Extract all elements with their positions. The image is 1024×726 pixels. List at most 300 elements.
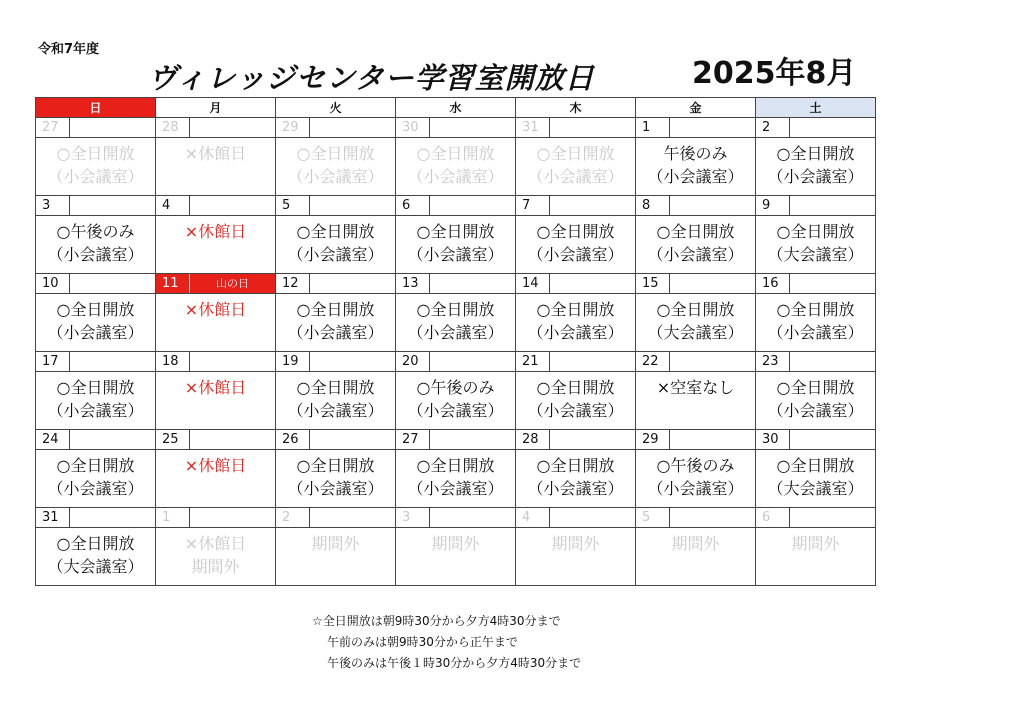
holiday-label — [430, 430, 515, 449]
day-status-cell — [36, 138, 156, 196]
day-number-wrap — [36, 196, 155, 215]
day-number-wrap — [516, 352, 635, 371]
day-room: 期間外 — [191, 557, 240, 576]
day-status-cell — [636, 216, 756, 274]
day-number: 1 — [156, 508, 190, 527]
day-number-wrap — [756, 196, 875, 215]
holiday-label — [550, 508, 635, 527]
day-number-cell — [756, 430, 876, 450]
holiday-label — [310, 118, 395, 137]
holiday-label — [430, 118, 515, 137]
day-status: ○全日開放 — [776, 222, 855, 241]
day-number-wrap — [756, 352, 875, 371]
day-status-cell — [516, 216, 636, 274]
day-status: ○全日開放 — [536, 300, 615, 319]
day-number-cell — [396, 352, 516, 372]
day-status-cell — [636, 372, 756, 430]
day-number-wrap — [156, 118, 275, 137]
day-room: （小会議室） — [527, 245, 624, 264]
day-status-cell — [396, 294, 516, 352]
day-status-cell — [756, 294, 876, 352]
holiday-label — [190, 508, 275, 527]
holiday-label — [670, 274, 755, 293]
day-status-cell — [396, 528, 516, 586]
day-status-cell — [756, 216, 876, 274]
day-status-cell — [516, 528, 636, 586]
day-status: ○全日開放 — [296, 456, 375, 475]
day-room: （小会議室） — [527, 479, 624, 498]
holiday-label — [670, 118, 755, 137]
day-status-cell — [36, 294, 156, 352]
week-status-row — [36, 372, 876, 430]
day-room: （小会議室） — [647, 479, 744, 498]
holiday-label — [550, 118, 635, 137]
holiday-label — [550, 352, 635, 371]
day-number: 29 — [276, 118, 310, 137]
day-status: ○全日開放 — [656, 222, 735, 241]
week-number-row — [36, 352, 876, 372]
week-number-row — [36, 430, 876, 450]
day-number-wrap — [276, 430, 395, 449]
day-status-cell — [516, 294, 636, 352]
day-status: ○全日開放 — [536, 144, 615, 163]
holiday-label — [310, 352, 395, 371]
day-number-cell — [36, 508, 156, 528]
holiday-label — [430, 352, 515, 371]
holiday-label — [430, 508, 515, 527]
day-number: 9 — [756, 196, 790, 215]
day-room: （大会議室） — [767, 479, 864, 498]
day-number-wrap — [756, 274, 875, 293]
day-number-cell — [636, 508, 756, 528]
day-number: 29 — [636, 430, 670, 449]
day-number-cell — [276, 352, 396, 372]
day-status: ○全日開放 — [56, 300, 135, 319]
weekday-mon: 月 — [156, 98, 276, 118]
day-number-wrap — [516, 430, 635, 449]
day-number-wrap — [516, 274, 635, 293]
day-status: ×休館日 — [184, 456, 247, 475]
day-status: ○全日開放 — [776, 144, 855, 163]
day-number-cell — [636, 274, 756, 294]
day-status: ×休館日 — [184, 222, 247, 241]
day-status: ○全日開放 — [296, 300, 375, 319]
day-number: 11 — [156, 274, 190, 293]
day-room: （小会議室） — [47, 245, 144, 264]
day-status: ○全日開放 — [536, 222, 615, 241]
day-status-cell — [396, 372, 516, 430]
day-number-cell — [516, 352, 636, 372]
day-number: 31 — [36, 508, 70, 527]
day-status: ○全日開放 — [416, 456, 495, 475]
day-room: （大会議室） — [647, 323, 744, 342]
day-number-wrap — [36, 508, 155, 527]
note-afternoon: 午後のみは午後１時30分から夕方4時30分まで — [327, 656, 582, 670]
day-number-wrap — [156, 508, 275, 527]
day-room: （小会議室） — [407, 323, 504, 342]
day-number-cell — [36, 274, 156, 294]
day-room: （小会議室） — [47, 479, 144, 498]
week-number-row — [36, 196, 876, 216]
day-number: 16 — [756, 274, 790, 293]
day-status: ×休館日 — [184, 378, 247, 397]
day-status: ○全日開放 — [416, 144, 495, 163]
day-room: （小会議室） — [287, 245, 384, 264]
day-number-cell — [516, 118, 636, 138]
day-status-cell — [276, 372, 396, 430]
day-number: 17 — [36, 352, 70, 371]
day-number-wrap — [756, 118, 875, 137]
day-number: 31 — [516, 118, 550, 137]
day-status-cell — [516, 372, 636, 430]
day-number-wrap — [276, 118, 395, 137]
day-status-cell — [396, 216, 516, 274]
day-number-wrap — [636, 430, 755, 449]
day-room: （小会議室） — [527, 167, 624, 186]
day-number-cell — [156, 274, 276, 294]
day-number: 21 — [516, 352, 550, 371]
day-number-wrap — [396, 430, 515, 449]
day-status-cell — [36, 450, 156, 508]
day-status-cell — [276, 138, 396, 196]
holiday-label — [550, 430, 635, 449]
weekday-tue: 火 — [276, 98, 396, 118]
holiday-label — [790, 274, 875, 293]
page-title: ヴィレッジセンター学習室開放日 — [148, 61, 595, 95]
day-room: 期間外 — [431, 534, 480, 553]
day-number: 14 — [516, 274, 550, 293]
day-status: ○全日開放 — [56, 378, 135, 397]
day-room: （小会議室） — [767, 167, 864, 186]
week-status-row — [36, 216, 876, 274]
day-number-cell — [636, 430, 756, 450]
day-number: 12 — [276, 274, 310, 293]
day-status-cell — [36, 372, 156, 430]
holiday-label — [190, 430, 275, 449]
day-number-wrap — [636, 352, 755, 371]
day-number-cell — [156, 352, 276, 372]
day-number: 28 — [516, 430, 550, 449]
holiday-label — [670, 352, 755, 371]
day-number-cell — [396, 196, 516, 216]
holiday-label — [670, 430, 755, 449]
holiday-label — [70, 508, 155, 527]
week-status-row — [36, 294, 876, 352]
day-status-cell — [756, 450, 876, 508]
week-status-row — [36, 528, 876, 586]
day-status: ○午後のみ — [56, 222, 135, 241]
day-number: 22 — [636, 352, 670, 371]
day-status-cell — [156, 450, 276, 508]
day-number-cell — [156, 118, 276, 138]
day-status: ○全日開放 — [416, 222, 495, 241]
day-status-cell — [756, 138, 876, 196]
day-number-cell — [756, 274, 876, 294]
day-number-wrap — [276, 352, 395, 371]
day-status-cell — [396, 138, 516, 196]
day-number-wrap — [156, 274, 275, 293]
day-number-cell — [756, 508, 876, 528]
day-status: ×休館日 — [184, 300, 247, 319]
day-number-cell — [636, 352, 756, 372]
day-number-wrap — [516, 118, 635, 137]
day-room: 期間外 — [791, 534, 840, 553]
day-room: （小会議室） — [527, 323, 624, 342]
day-number-wrap — [276, 508, 395, 527]
holiday-label — [550, 274, 635, 293]
holiday-label — [310, 196, 395, 215]
day-number-wrap — [276, 274, 395, 293]
day-number: 3 — [396, 508, 430, 527]
day-number-cell — [516, 196, 636, 216]
day-number: 13 — [396, 274, 430, 293]
day-room: 期間外 — [671, 534, 720, 553]
day-number-wrap — [756, 508, 875, 527]
day-number: 4 — [516, 508, 550, 527]
holiday-label — [790, 118, 875, 137]
day-status: ○全日開放 — [56, 534, 135, 553]
day-room: 期間外 — [311, 534, 360, 553]
day-status: ×休館日 — [184, 144, 247, 163]
day-status-cell — [756, 372, 876, 430]
day-number: 7 — [516, 196, 550, 215]
day-status: ○全日開放 — [776, 378, 855, 397]
day-number: 28 — [156, 118, 190, 137]
weekday-wed: 水 — [396, 98, 516, 118]
day-number-cell — [276, 508, 396, 528]
week-number-row — [36, 508, 876, 528]
day-number-wrap — [396, 352, 515, 371]
day-number-cell — [396, 118, 516, 138]
day-room: （小会議室） — [47, 323, 144, 342]
day-status-cell — [756, 528, 876, 586]
holiday-label — [70, 430, 155, 449]
day-number-cell — [636, 118, 756, 138]
weekday-sat: 土 — [756, 98, 876, 118]
day-number: 6 — [396, 196, 430, 215]
day-number-cell — [756, 352, 876, 372]
day-status-cell — [516, 450, 636, 508]
day-number-cell — [756, 196, 876, 216]
day-room: （小会議室） — [47, 401, 144, 420]
day-status: ○全日開放 — [296, 378, 375, 397]
day-number-wrap — [36, 352, 155, 371]
day-number-cell — [396, 508, 516, 528]
day-status-cell — [276, 216, 396, 274]
day-number: 5 — [276, 196, 310, 215]
weekday-sun: 日 — [36, 98, 156, 118]
day-room: （小会議室） — [47, 167, 144, 186]
holiday-label — [790, 508, 875, 527]
day-number-wrap — [396, 196, 515, 215]
calendar-table — [35, 97, 876, 586]
day-number: 15 — [636, 274, 670, 293]
holiday-label — [70, 196, 155, 215]
day-status: ○全日開放 — [536, 378, 615, 397]
day-number-wrap — [36, 430, 155, 449]
month-label: 2025年8月 — [692, 56, 857, 91]
day-room: （小会議室） — [407, 167, 504, 186]
week-number-row — [36, 118, 876, 138]
day-status-cell — [636, 528, 756, 586]
day-room: 期間外 — [551, 534, 600, 553]
day-number: 30 — [396, 118, 430, 137]
holiday-label — [670, 508, 755, 527]
day-status-cell — [156, 528, 276, 586]
day-number-cell — [156, 508, 276, 528]
day-room: （小会議室） — [647, 167, 744, 186]
day-room: （大会議室） — [47, 557, 144, 576]
day-number-wrap — [396, 274, 515, 293]
week-number-row — [36, 274, 876, 294]
day-room: （小会議室） — [527, 401, 624, 420]
day-number-cell — [516, 430, 636, 450]
weekday-header-row — [36, 98, 876, 118]
day-number: 1 — [636, 118, 670, 137]
holiday-label — [790, 352, 875, 371]
day-number-cell — [516, 508, 636, 528]
day-number: 19 — [276, 352, 310, 371]
day-status: ○全日開放 — [416, 300, 495, 319]
day-number-cell — [396, 430, 516, 450]
holiday-label — [310, 508, 395, 527]
holiday-label: 山の日 — [216, 277, 249, 290]
day-number-cell — [276, 196, 396, 216]
day-room: （小会議室） — [287, 323, 384, 342]
day-number-wrap — [396, 508, 515, 527]
day-number-wrap — [156, 352, 275, 371]
day-number: 2 — [756, 118, 790, 137]
day-number: 3 — [36, 196, 70, 215]
day-number: 18 — [156, 352, 190, 371]
holiday-label — [790, 196, 875, 215]
day-number-cell — [756, 118, 876, 138]
day-room: （小会議室） — [767, 323, 864, 342]
week-status-row — [36, 450, 876, 508]
day-status-cell — [156, 138, 276, 196]
day-status-cell — [276, 294, 396, 352]
holiday-label — [310, 430, 395, 449]
day-status-cell — [636, 294, 756, 352]
day-number-wrap — [516, 196, 635, 215]
day-number-cell — [156, 430, 276, 450]
day-number-cell — [276, 274, 396, 294]
day-room: （小会議室） — [287, 401, 384, 420]
day-number-cell — [396, 274, 516, 294]
day-number-wrap — [636, 196, 755, 215]
day-number-wrap — [516, 508, 635, 527]
day-status-cell — [36, 528, 156, 586]
day-number-wrap — [156, 196, 275, 215]
day-status-cell — [156, 216, 276, 274]
day-status-cell — [516, 138, 636, 196]
day-status: ○全日開放 — [56, 456, 135, 475]
note-morning: 午前のみは朝9時30分から正午まで — [327, 635, 518, 649]
day-status: ○全日開放 — [656, 300, 735, 319]
note-full-day: ☆全日開放は朝9時30分から夕方4時30分まで — [312, 614, 561, 628]
day-number-wrap — [396, 118, 515, 137]
day-status-cell — [276, 528, 396, 586]
holiday-label — [310, 274, 395, 293]
holiday-label — [550, 196, 635, 215]
day-number: 30 — [756, 430, 790, 449]
day-number-wrap — [636, 118, 755, 137]
day-number: 8 — [636, 196, 670, 215]
day-number: 20 — [396, 352, 430, 371]
day-number: 6 — [756, 508, 790, 527]
holiday-label — [430, 196, 515, 215]
day-status-cell — [636, 138, 756, 196]
day-room: （大会議室） — [767, 245, 864, 264]
calendar-body — [36, 118, 876, 586]
day-status: ×休館日 — [184, 534, 247, 553]
weekday-thu: 木 — [516, 98, 636, 118]
day-number-cell — [36, 196, 156, 216]
day-room: （小会議室） — [407, 401, 504, 420]
holiday-label — [190, 196, 275, 215]
day-room: （小会議室） — [407, 479, 504, 498]
day-number: 5 — [636, 508, 670, 527]
week-status-row — [36, 138, 876, 196]
day-number-wrap — [156, 430, 275, 449]
day-status: ○全日開放 — [536, 456, 615, 475]
day-room: （小会議室） — [287, 479, 384, 498]
day-number: 23 — [756, 352, 790, 371]
day-status: 午後のみ — [663, 144, 728, 163]
day-status: ○全日開放 — [776, 456, 855, 475]
day-status-cell — [156, 294, 276, 352]
day-status-cell — [396, 450, 516, 508]
day-number-wrap — [36, 118, 155, 137]
day-number-cell — [36, 118, 156, 138]
day-number-wrap — [276, 196, 395, 215]
day-number-cell — [36, 430, 156, 450]
day-number: 27 — [396, 430, 430, 449]
holiday-label — [70, 274, 155, 293]
day-number-cell — [636, 196, 756, 216]
holiday-label — [430, 274, 515, 293]
day-number-wrap — [36, 274, 155, 293]
day-number-cell — [276, 430, 396, 450]
day-room: （小会議室） — [407, 245, 504, 264]
holiday-label — [790, 430, 875, 449]
day-status: ○全日開放 — [296, 222, 375, 241]
day-number: 26 — [276, 430, 310, 449]
fiscal-year-label: 令和7年度 — [38, 42, 100, 57]
day-status: ○午後のみ — [656, 456, 735, 475]
day-number: 24 — [36, 430, 70, 449]
day-number: 4 — [156, 196, 190, 215]
day-number-cell — [276, 118, 396, 138]
weekday-fri: 金 — [636, 98, 756, 118]
day-number-cell — [36, 352, 156, 372]
day-number: 25 — [156, 430, 190, 449]
day-status-cell — [156, 372, 276, 430]
day-number: 2 — [276, 508, 310, 527]
day-number-cell — [156, 196, 276, 216]
day-number-wrap — [636, 274, 755, 293]
day-room: （小会議室） — [287, 167, 384, 186]
day-status-cell — [276, 450, 396, 508]
holiday-label — [670, 196, 755, 215]
day-room: （小会議室） — [647, 245, 744, 264]
day-status-cell — [36, 216, 156, 274]
day-number-cell — [516, 274, 636, 294]
day-status: ○全日開放 — [56, 144, 135, 163]
day-room: （小会議室） — [767, 401, 864, 420]
holiday-label — [190, 352, 275, 371]
day-status-cell — [636, 450, 756, 508]
